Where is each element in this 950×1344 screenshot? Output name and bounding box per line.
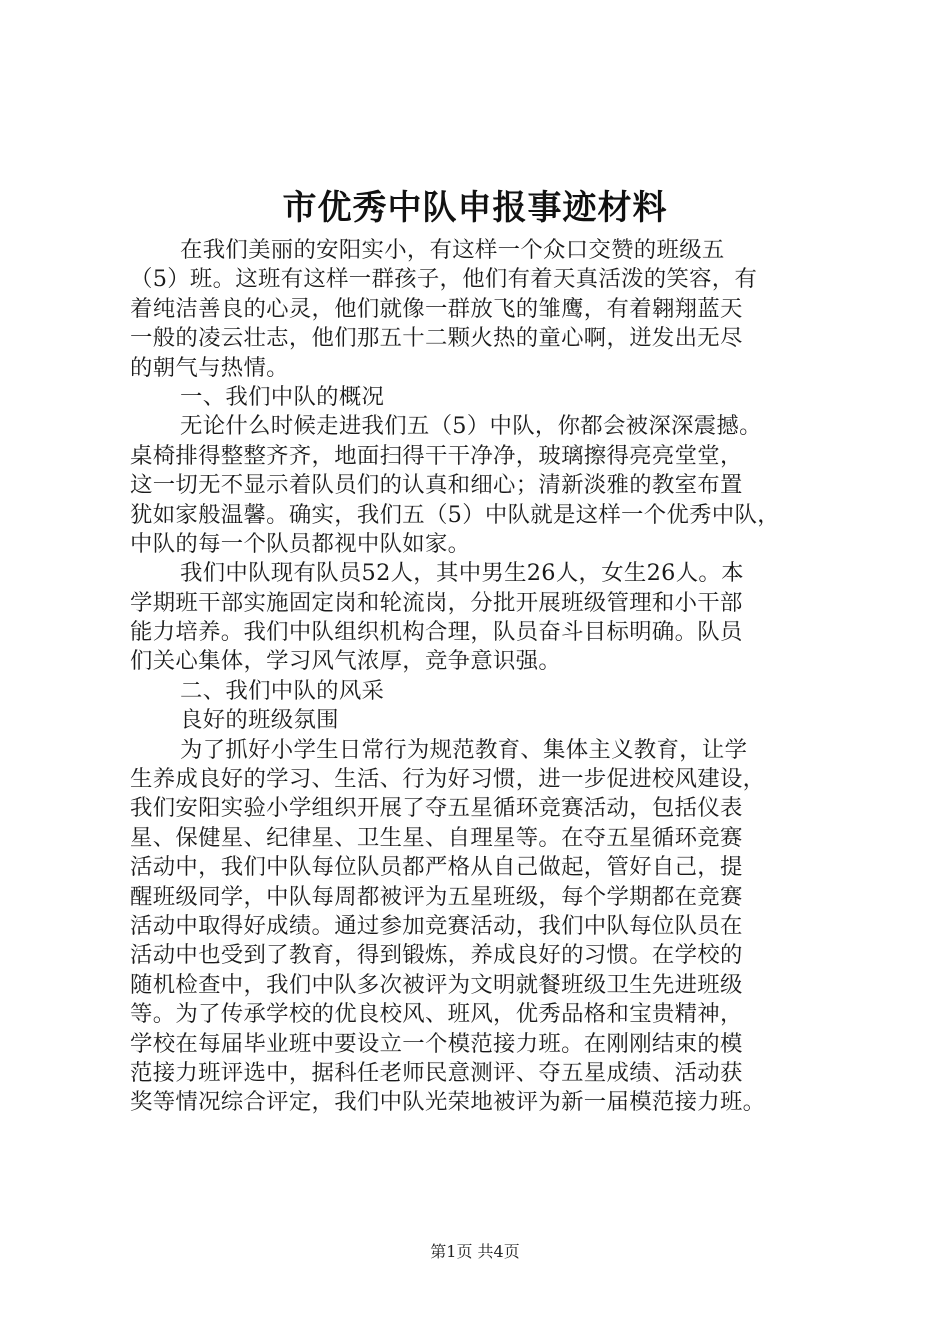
- paragraph-line: 中队的每一个队员都视中队如家。: [130, 530, 471, 557]
- document-title: 市优秀中队申报事迹材料: [282, 188, 668, 228]
- paragraph-line: 能力培养。我们中队组织机构合理，队员奋斗目标明确。队员: [130, 619, 743, 646]
- paragraph-line: 活动中取得好成绩。通过参加竞赛活动，我们中队每位队员在: [130, 912, 743, 939]
- paragraph-line: 犹如家般温馨。确实，我们五（5）中队就是这样一个优秀中队，: [130, 501, 780, 528]
- paragraph-line: 的朝气与热情。: [130, 354, 289, 381]
- section-heading: 二、我们中队的风采: [180, 677, 385, 704]
- paragraph-line: 星、保健星、纪律星、卫生星、自理星等。在夺五星循环竞赛: [130, 824, 743, 851]
- paragraph-line: 为了抓好小学生日常行为规范教育、集体主义教育，让学: [180, 736, 748, 763]
- paragraph-line: 活动中，我们中队每位队员都严格从自己做起，管好自己，提: [130, 854, 743, 881]
- paragraph-line: （5）班。这班有这样一群孩子，他们有着天真活泼的笑容，有: [130, 266, 758, 293]
- paragraph-line: 着纯洁善良的心灵，他们就像一群放飞的雏鹰，有着翱翔蓝天: [130, 295, 743, 322]
- paragraph-line: 随机检查中，我们中队多次被评为文明就餐班级卫生先进班级: [130, 971, 743, 998]
- paragraph-line: 学期班干部实施固定岗和轮流岗，分批开展班级管理和小干部: [130, 589, 743, 616]
- paragraph-line: 桌椅排得整整齐齐，地面扫得干干净净，玻璃擦得亮亮堂堂，: [130, 442, 743, 469]
- paragraph-line: 活动中也受到了教育，得到锻炼，养成良好的习惯。在学校的: [130, 942, 743, 969]
- paragraph-line: 我们安阳实验小学组织开展了夺五星循环竞赛活动，包括仪表: [130, 795, 743, 822]
- paragraph-line: 在我们美丽的安阳实小，有这样一个众口交赞的班级五: [180, 237, 725, 263]
- paragraph-line: 我们中队现有队员52人，其中男生26人，女生26人。本: [180, 560, 744, 587]
- page-number: 第1页 共4页: [430, 1242, 520, 1261]
- paragraph-line: 这一切无不显示着队员们的认真和细心；清新淡雅的教室布置: [130, 472, 743, 499]
- section-heading: 一、我们中队的概况: [180, 383, 385, 410]
- paragraph-line: 学校在每届毕业班中要设立一个模范接力班。在刚刚结束的模: [130, 1030, 743, 1057]
- paragraph-line: 范接力班评选中，据科任老师民意测评、夺五星成绩、活动获: [130, 1059, 743, 1086]
- paragraph-line: 们关心集体，学习风气浓厚，竞争意识强。: [130, 648, 562, 675]
- subsection-heading: 良好的班级氛围: [180, 707, 339, 734]
- paragraph-line: 一般的凌云壮志，他们那五十二颗火热的童心啊，迸发出无尽: [130, 325, 743, 352]
- paragraph-line: 生养成良好的学习、生活、行为好习惯，进一步促进校风建设，: [130, 766, 766, 793]
- paragraph-line: 等。为了传承学校的优良校风、班风，优秀品格和宝贵精神，: [130, 1001, 743, 1028]
- paragraph-line: 醒班级同学，中队每周都被评为五星班级，每个学期都在竞赛: [130, 883, 743, 910]
- paragraph-line: 奖等情况综合评定，我们中队光荣地被评为新一届模范接力班。: [130, 1089, 766, 1116]
- paragraph-line: 无论什么时候走进我们五（5）中队，你都会被深深震撼。: [180, 413, 762, 440]
- document-body: [130, 236, 850, 1118]
